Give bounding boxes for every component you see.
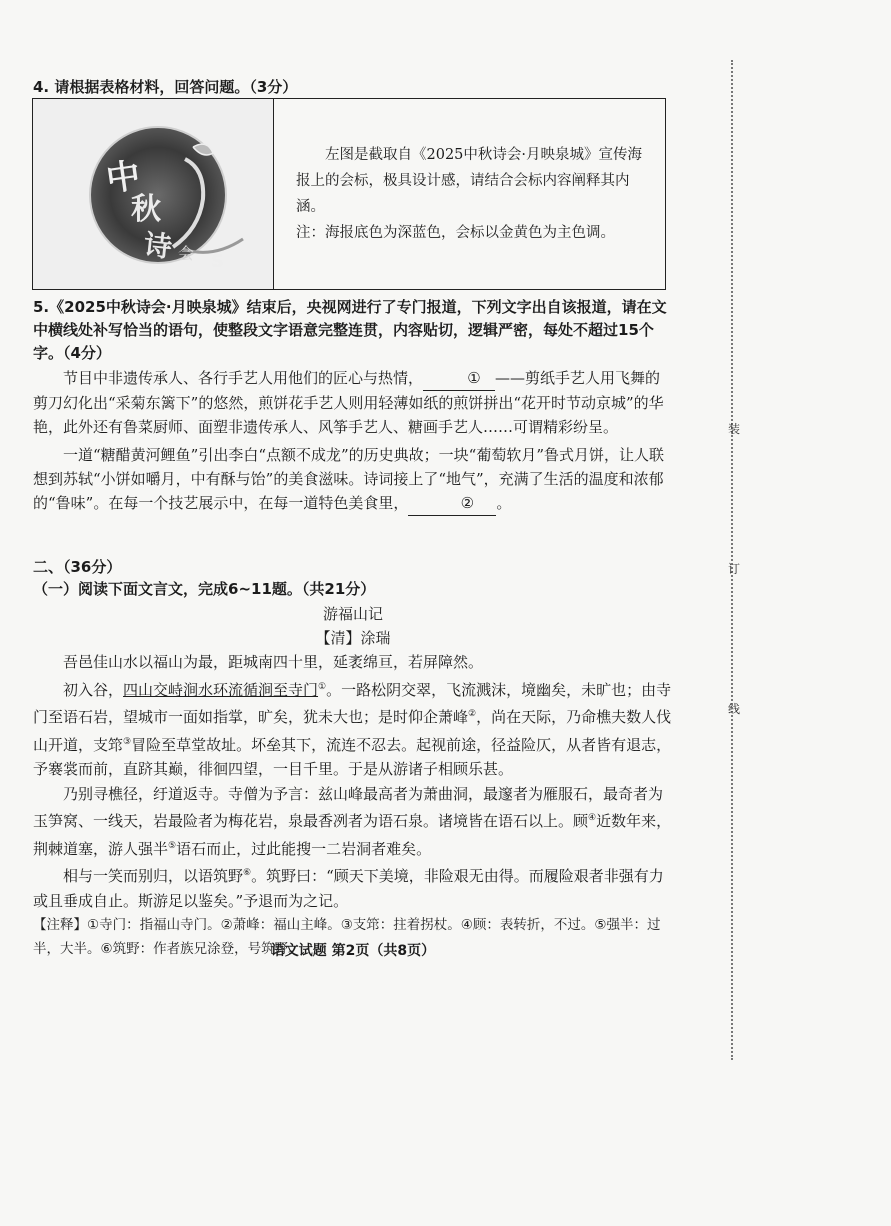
section2-sub: （一）阅读下面文言文，完成6~11题。（共21分） <box>33 580 376 598</box>
svg-text:S: S <box>211 251 224 272</box>
svg-text:诗: 诗 <box>142 228 174 264</box>
q5-para2-a: 一道“糖醋黄河鲤鱼”引出李白“点额不成龙”的历史典故；一块“葡萄软月”鲁式月饼，让人联想到苏轼“小饼如嚼月，中有酥与饴”的美食滋味。诗词接上了“地气”，充满了生活的温度和浓郁的“鲁味”。在每一个技艺展示中，在每一道特色美食里， <box>33 446 665 512</box>
essay-author: 【清】涂瑞 <box>315 629 391 647</box>
note-ref-2: ② <box>468 709 477 719</box>
q5-para1-a: 节目中非遗传承人、各行手艺人用他们的匠心与热情， <box>63 369 424 387</box>
note-ref-1: ① <box>318 681 327 692</box>
note-ref-4: ④ <box>588 813 597 823</box>
blank-1: ① <box>423 366 495 391</box>
note-ref-3: ③ <box>123 736 132 747</box>
note-ref-5: ⑤ <box>168 840 177 851</box>
emblem-graphic <box>33 99 273 289</box>
binding-mark-1: 装 <box>728 422 741 436</box>
q5-para2 <box>33 443 673 516</box>
q4-heading: 4. 请根据表格材料，回答问题。（3分） <box>33 78 298 96</box>
q5-para2-b: 。 <box>496 494 512 512</box>
blank-2: ② <box>408 491 496 516</box>
q4-table <box>32 98 666 290</box>
para2-a: 初入谷， <box>63 680 124 699</box>
emblem-image <box>33 99 273 289</box>
para4-b: 。筑野曰：“顾天下美境，非险艰无由得。而履险艰者非强有力或且垂成自止。斯游足以鉴矣。”予退而为之记。 <box>33 867 664 910</box>
para3-a: 乃别寻樵径，纡道返寺。寺僧为予言：兹山峰最高者为萧曲洞，最邃者为雁服石，最奇者为玉笋窝、一线天，岩最险者为梅花岩，泉最香冽者为语石泉。诸境皆在语石以上。顾 <box>33 784 664 830</box>
note-ref-6: ⑥ <box>243 868 252 878</box>
essay-para-1: 吾邑佳山水以福山为最，距城南四十里，延袤绵亘，若屏障然。 <box>63 653 484 671</box>
essay-title: 游福山记 <box>322 605 383 623</box>
svg-text:秋: 秋 <box>131 192 161 227</box>
para3-c: 语石而止，过此能搜一二岩洞者难矣。 <box>176 839 432 858</box>
binding-mark-2: 订 <box>728 562 741 576</box>
q5-para1 <box>33 366 673 439</box>
para2-c: ，尚在天际，乃命樵夫数人伐山开道，支筇 <box>33 708 672 754</box>
essay-para-2 <box>33 675 673 782</box>
essay-para-4 <box>33 861 673 913</box>
emblem-cell <box>33 99 274 290</box>
q5-heading: 5.《2025中秋诗会·月映泉城》结束后，央视网进行了专门报道，下列文字出自该报道，请在文中横线处补写恰当的语句，使整段文字语意完整连贯，内容贴切，逻辑严密，每处不超过15个字。（4分） <box>33 298 667 362</box>
para4-a: 相与一笑而别归，以语筑野 <box>63 867 244 885</box>
para3-b: 近数年来，荆棘道塞，游人强半 <box>33 812 672 858</box>
underlined-sentence: 四山交峙涧水环流循涧至寺门 <box>123 680 319 699</box>
section2-heading: 二、（36分） <box>33 558 122 576</box>
para2-b: 。一路松阴交翠，飞流溅沫，境幽矣，未旷也；由寺门至语石岩，望城市一面如指掌，旷矣，犹未大也；是时仰企萧峰 <box>33 680 672 726</box>
annotations: 【注释】①寺门：指福山寺门。②萧峰：福山主峰。③支筇：拄着拐杖。④顾：表转折，不过。⑤强半：过半，大半。⑥筑野：作者族兄涂登，号筑野。 <box>33 917 661 957</box>
q4-note: 注：海报底色为深蓝色，会标以金黄色为主色调。 <box>296 225 615 241</box>
svg-text:中: 中 <box>103 155 143 200</box>
svg-text:会: 会 <box>178 244 195 263</box>
binding-mark-3: 线 <box>728 702 741 716</box>
page-footer: 语文试题 第2页（共8页） <box>270 943 436 959</box>
essay-body <box>33 650 673 961</box>
q4-text-cell <box>274 99 666 290</box>
essay-para-3 <box>33 782 673 862</box>
q5-para1-b: ——剪纸手艺人用飞舞的剪刀幻化出“采菊东篱下”的悠然，煎饼花手艺人则用轻薄如纸的煎饼拼出“花开时节动京城”的华艳，此外还有鲁菜厨师、面塑非遗传承人、风筝手艺人、糖画手艺人……可谓精彩纷呈。 <box>33 369 664 436</box>
para2-d: 冒险至草堂故址。坏垒其下，流连不忍去。起视前途，径益险仄，从者皆有退志，予褰裳而前，直跻其巅，徘徊四望，一目千里。于是从游诸子相顾乐甚。 <box>33 735 672 778</box>
q4-prompt: 左图是截取自《2025中秋诗会·月映泉城》宣传海报上的会标，极具设计感，请结合会标内容阐释其内涵。 <box>296 147 643 215</box>
q5-passage <box>33 366 673 516</box>
